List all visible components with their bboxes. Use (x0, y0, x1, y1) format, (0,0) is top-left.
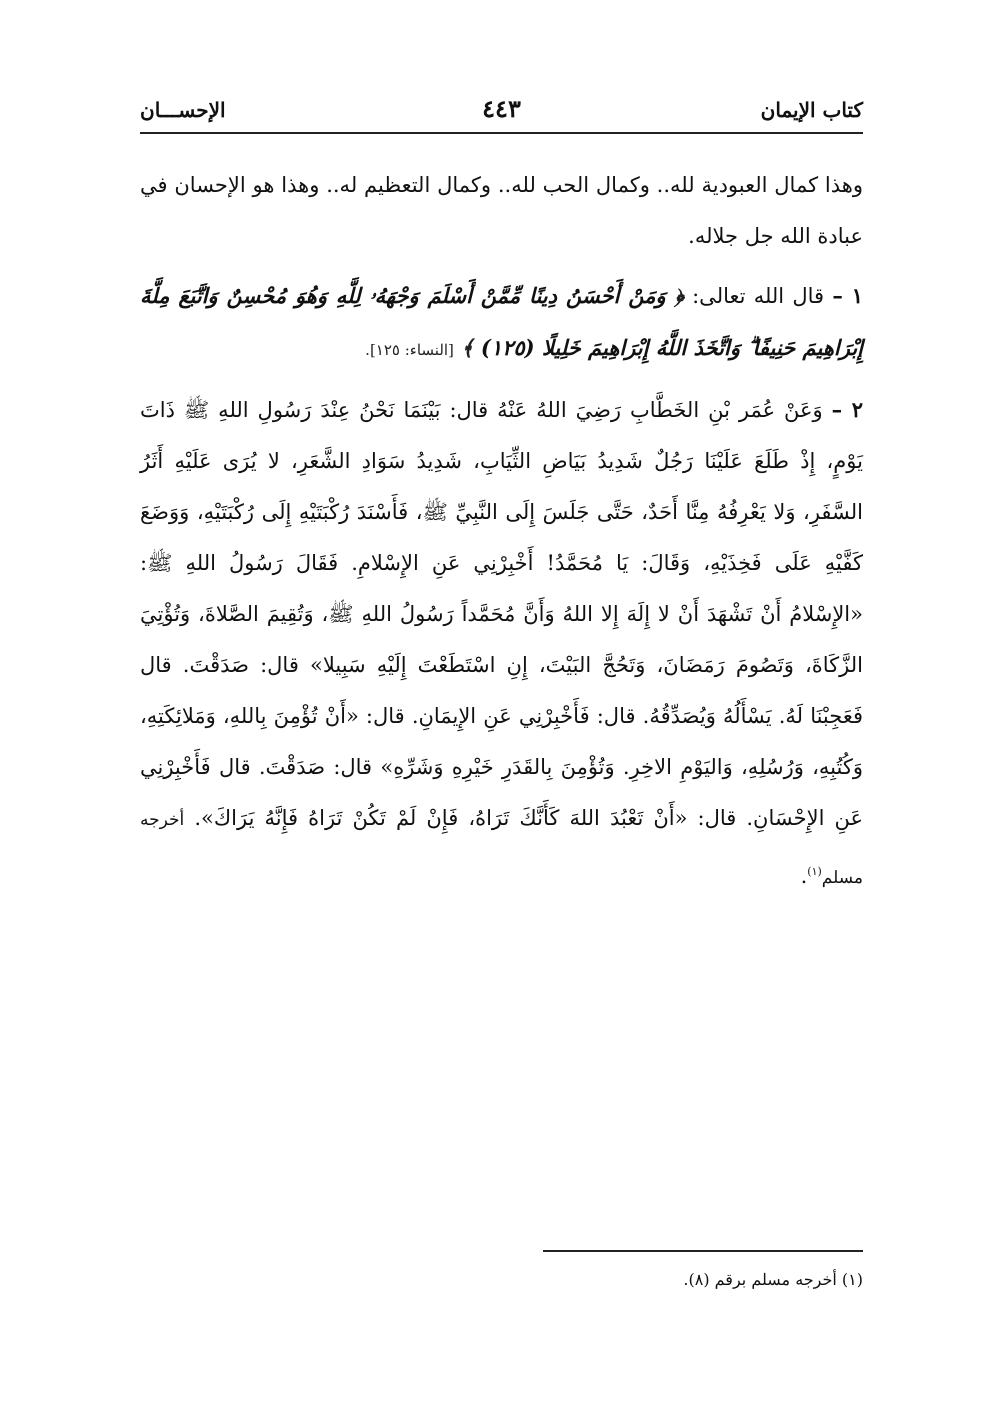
hadith-source: أخرجه مسلم (140, 810, 863, 888)
main-text (140, 160, 863, 912)
footnote-text: (١) أخرجه مسلم برقم (٨). (683, 1270, 863, 1289)
book-title: كتاب الإيمان (760, 98, 863, 122)
hadith-end-punct: . (800, 864, 808, 888)
page-number: ٤٤٣ (482, 94, 521, 123)
footnote-reference[interactable]: (١) (807, 865, 822, 878)
verse-close-ornament: ﴾ (461, 335, 474, 360)
chapter-title: الإحســـان (140, 98, 226, 122)
footnote-divider (543, 1250, 863, 1252)
item-1 (140, 270, 863, 376)
verse-citation: [النساء: ١٢٥]. (365, 341, 454, 359)
verse-open-ornament: ﴿ (674, 283, 684, 308)
footnote (140, 1270, 863, 1289)
item-1-lead: قال الله تعالى: (692, 284, 825, 308)
intro-text: وهذا كمال العبودية لله.. وكمال الحب لله.. وكمال التعظيم له.. وهذا هو الإحسان في عبادة الله جل جلاله. (140, 173, 863, 248)
item-2-number: ٢ – (831, 397, 863, 422)
running-header (140, 92, 863, 134)
hadith-text: وَعَنْ عُمَر بْنِ الخَطَّابِ رَضِيَ اللهُ عَنْهُ قال: بَيْنَمَا نَحْنُ عِنْدَ رَسُولِ اللهِ ﷺ ذَاتَ يَوْمٍ، إِذْ طَلَعَ عَلَيْنَا رَجُلٌ شَدِيدُ بَيَاضِ الثِّيَابِ، شَدِيدُ سَوَادِ الشَّعَرِ، لا يُرَى عَلَيْهِ أَثَرُ السَّفَرِ، وَلا يَعْرِفُهُ مِنَّا أَحَدٌ، حَتَّى جَلَسَ إِلَى النَّبِيِّ ﷺ، فَأَسْنَدَ رُكْبَتَيْهِ إِلَى رُكْبَتَيْهِ، وَوَضَعَ كَفَّيْهِ عَلَى فَخِذَيْهِ، وَقَالَ: يَا مُحَمَّدُ! أَخْبِرْنِي عَنِ الإِسْلامِ. فَقَالَ رَسُولُ اللهِ ﷺ: «الإِسْلامُ أَنْ تَشْهَدَ أَنْ لا إِلَهَ إِلا اللهُ وَأَنَّ مُحَمَّداً رَسُولُ اللهِ ﷺ، وَتُقِيمَ الصَّلاةَ، وَتُؤْتِيَ الزَّكَاةَ، وَتَصُومَ رَمَضَانَ، وَتَحُجَّ البَيْتَ، إِنِ اسْتَطَعْتَ إِلَيْهِ سَبِيلا» قال: صَدَقْتَ. قال فَعَجِبْنَا لَهُ. يَسْأَلُهُ وَيُصَدِّقُهُ. قال: فَأَخْبِرْنِي عَنِ الإِيمَانِ. قال: «أَنْ تُؤْمِنَ بِاللهِ، وَمَلائِكَتِهِ، وَكُتُبِهِ، وَرُسُلِهِ، وَاليَوْمِ الاخِرِ. وَتُؤْمِنَ بِالقَدَرِ خَيْرِهِ وَشَرِّهِ» قال: صَدَقْتَ. قال فَأَخْبِرْنِي عَنِ الإِحْسَانِ. قال: «أَنْ تَعْبُدَ اللهَ كَأَنَّكَ تَرَاهُ، فَإِنْ لَمْ تَكُنْ تَرَاهُ فَإِنَّهُ يَرَاكَ». (140, 398, 863, 830)
intro-paragraph (140, 160, 863, 262)
item-2 (140, 384, 863, 904)
verse-text: وَمَنْ أَحْسَنُ دِينًا مِّمَّنْ أَسْلَمَ وَجْهَهُۥ لِلَّهِ وَهُوَ مُحْسِنٌ وَاتَّبَعَ مِلَّةَ إِبْرَاهِيمَ حَنِيفًا ۗ وَاتَّخَذَ اللَّهُ إِبْرَاهِيمَ خَلِيلًا (140, 283, 863, 360)
verse-number: (١٢٥) (480, 335, 535, 360)
item-1-number: ١ – (832, 283, 864, 308)
